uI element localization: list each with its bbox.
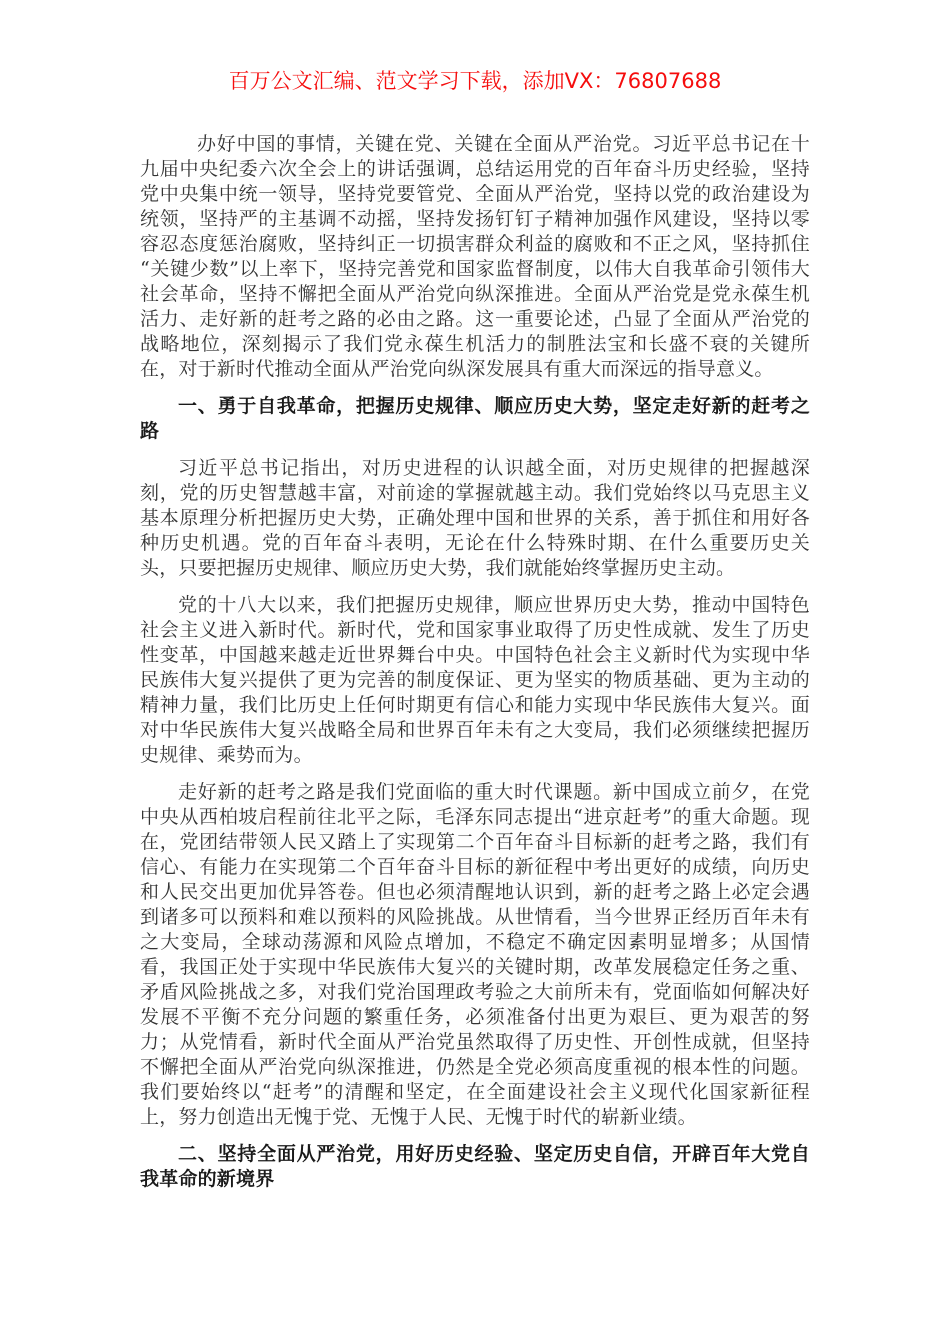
section-heading-2: 二、坚持全面从严治党，用好历史经验、坚定历史自信，开辟百年大党自我革命的新境界 xyxy=(140,1143,810,1190)
section-heading-1: 一、勇于自我革命，把握历史规律、顺应历史大势，坚定走好新的赶考之路 xyxy=(140,395,810,442)
paragraph: 走好新的赶考之路是我们党面临的重大时代课题。新中国成立前夕，在党中央从西柏坡启程前往北平之际，毛泽东同志提出“进京赶考”的重大命题。现在，党团结带领人民又踏上了实现第二个百年奋斗目标新的赶考之路，我们有信心、有能力在实现第二个百年奋斗目标的新征程中考出更好的成绩，向历史和人民交出更加优异答卷。但也必须清醒地认识到，新的赶考之路上必定会遇到诸多可以预料和难以预料的风险挑战。从世情看，当今世界正经历百年未有之大变局，全球动荡源和风险点增加，不稳定不确定因素明显增多；从国情看，我国正处于实现中华民族伟大复兴的关键时期，改革发展稳定任务之重、矛盾风险挑战之多，对我们党治国理政考验之大前所未有，党面临如何解决好发展不平衡不充分问题的繁重任务，必须准备付出更为艰巨、更为艰苦的努力；从党情看，新时代全面从严治党虽然取得了历史性、开创性成就，但坚持不懈把全面从严治党向纵深推进，仍然是全党必须高度重视的根本性的问题。我们要始终以“赶考”的清醒和坚定，在全面建设社会主义现代化国家新征程上，努力创造出无愧于党、无愧于人民、无愧于时代的崭新业绩。 xyxy=(140,781,810,1128)
document-body xyxy=(140,132,810,1192)
paragraph: 习近平总书记指出，对历史进程的认识越全面，对历史规律的把握越深刻，党的历史智慧越丰富，对前途的掌握就越主动。我们党始终以马克思主义基本原理分析把握历史大势，正确处理中国和世界的关系，善于抓住和用好各种历史机遇。党的百年奋斗表明，无论在什么特殊时期、在什么重要历史关头，只要把握历史规律、顺应历史大势，我们就能始终掌握历史主动。 xyxy=(140,457,810,579)
promo-header-text: 百万公文汇编、范文学习下载，添加VX：76807688 xyxy=(228,69,722,93)
paragraph: 党的十八大以来，我们把握历史规律，顺应世界历史大势，推动中国特色社会主义进入新时代。新时代，党和国家事业取得了历史性成就、发生了历史性变革，中国越来越走近世界舞台中央。中国特色社会主义新时代为实现中华民族伟大复兴提供了更为完善的制度保证、更为坚实的物质基础、更为主动的精神力量，我们比历史上任何时期更有信心和能力实现中华民族伟大复兴。面对中华民族伟大复兴战略全局和世界百年未有之大变局，我们必须继续把握历史规律、乘势而为。 xyxy=(140,594,810,766)
paragraph-intro: 办好中国的事情，关键在党、关键在全面从严治党。习近平总书记在十九届中央纪委六次全会上的讲话强调，总结运用党的百年奋斗历史经验，坚持党中央集中统一领导，坚持党要管党、全面从严治党，坚持以党的政治建设为统领，坚持严的主基调不动摇，坚持发扬钉钉子精神加强作风建设，坚持以零容忍态度惩治腐败，坚持纠正一切损害群众利益的腐败和不正之风，坚持抓住“关键少数”以上率下，坚持完善党和国家监督制度，以伟大自我革命引领伟大社会革命，坚持不懈把全面从严治党向纵深推进。全面从严治党是党永葆生机活力、走好新的赶考之路的必由之路。这一重要论述，凸显了全面从严治党的战略地位，深刻揭示了我们党永葆生机活力的制胜法宝和长盛不衰的关键所在，对于新时代推动全面从严治党向纵深发展具有重大而深远的指导意义。 xyxy=(140,133,810,380)
